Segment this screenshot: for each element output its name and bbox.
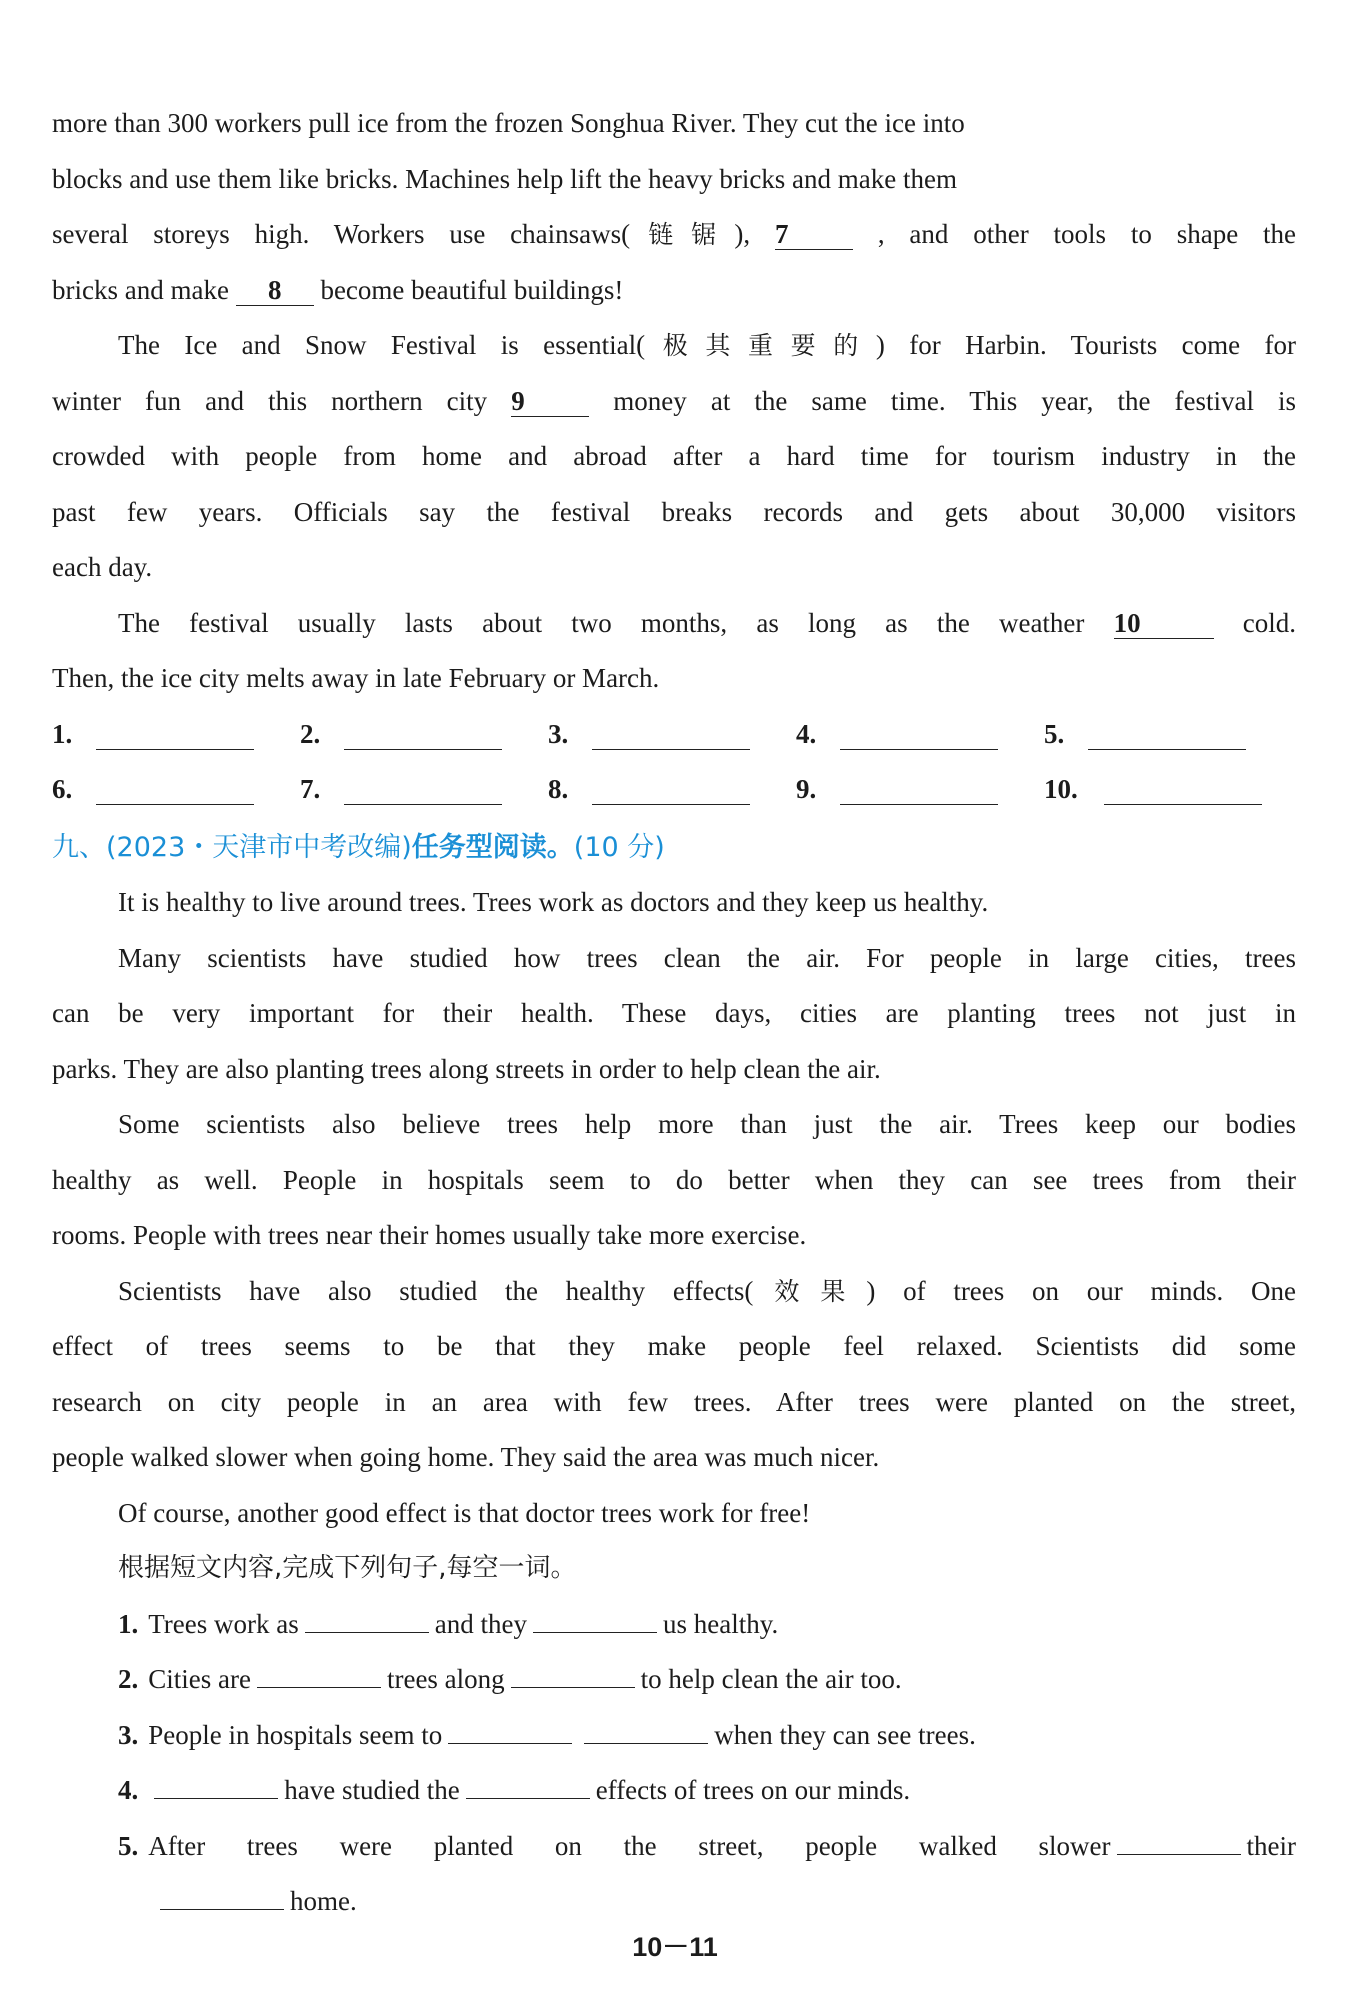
section-heading: 九、(2023・天津市中考改编)任务型阅读。(10 分) xyxy=(52,831,665,863)
blank[interactable] xyxy=(1117,1828,1241,1855)
passage-line: each day. xyxy=(52,552,153,582)
passage-line: Of course, another good effect is that doctor trees work for free! xyxy=(118,1497,811,1528)
question-2: 2. Cities are trees along to help clean the air too. xyxy=(52,1652,1296,1708)
passage-line: research on city people in an area with few trees. After trees were planted on the street, xyxy=(52,1386,1296,1417)
instruction: 根据短文内容,完成下列句子,每空一词。 xyxy=(118,1553,577,1583)
passage-line: Then, the ice city melts away in late February or March. xyxy=(52,663,660,693)
question-5: 5. After trees were planted on the street, people walked slower their xyxy=(52,1819,1296,1875)
passage-line: Scientists have also studied the healthy effects(效果) of trees on our minds. One xyxy=(118,1275,1296,1306)
answer-blank-1[interactable] xyxy=(96,721,254,750)
passage-line: The Ice and Snow Festival is essential(极其重要的) for Harbin. Tourists come for xyxy=(118,330,1296,360)
answer-blank-8[interactable] xyxy=(592,776,750,805)
passage-line: winter fun and this northern city 9 money at the same time. This year, the festival is xyxy=(52,385,1297,416)
passage-line: It is healthy to live around trees. Trees work as doctors and they keep us healthy. xyxy=(118,887,989,917)
answer-blank-6[interactable] xyxy=(96,776,254,805)
passage-line: several storeys high. Workers use chainsaws(链锯), 7 , and other tools to shape the xyxy=(52,219,1297,249)
question-3: 3. People in hospitals seem to when they can see trees. xyxy=(52,1708,1296,1764)
answer-blank-4[interactable] xyxy=(840,721,998,750)
answer-label: 2. xyxy=(300,718,321,749)
question-1: 1. Trees work as and they us healthy. xyxy=(52,1597,1296,1653)
answer-blank-7[interactable] xyxy=(344,776,502,805)
passage-line: Some scientists also believe trees help more than just the air. Trees keep our bodies xyxy=(118,1109,1296,1139)
answer-row xyxy=(52,762,1296,818)
answer-blank-5[interactable] xyxy=(1088,721,1246,750)
answer-label: 4. xyxy=(796,718,817,749)
answer-label: 10. xyxy=(1044,774,1078,805)
answer-label: 7. xyxy=(300,774,321,805)
passage-line: blocks and use them like bricks. Machines help lift the heavy bricks and make them xyxy=(52,163,958,194)
answer-label: 9. xyxy=(796,774,817,805)
question-4: 4. have studied the effects of trees on our minds. xyxy=(52,1763,1296,1819)
blank[interactable] xyxy=(154,1772,278,1799)
passage-line: past few years. Officials say the festival breaks records and gets about 30,000 visitors xyxy=(52,496,1296,527)
passage-line: more than 300 workers pull ice from the frozen Songhua River. They cut the ice into xyxy=(52,108,965,138)
answer-label: 1. xyxy=(52,718,73,749)
page-number: 10－11 xyxy=(632,1932,718,1962)
answer-label: 3. xyxy=(548,718,569,749)
blank[interactable] xyxy=(584,1717,708,1744)
answer-label: 6. xyxy=(52,774,73,805)
blank-8[interactable]: 8 xyxy=(236,275,314,306)
answer-blank-9[interactable] xyxy=(840,776,998,805)
blank[interactable] xyxy=(533,1606,657,1633)
passage-line: crowded with people from home and abroad after a hard time for tourism industry in the xyxy=(52,441,1296,471)
answer-row xyxy=(52,707,1296,763)
blank-10[interactable]: 10 xyxy=(1114,608,1214,639)
passage-line: rooms. People with trees near their homes usually take more exercise. xyxy=(52,1220,807,1250)
blank[interactable] xyxy=(160,1883,284,1910)
blank-9[interactable]: 9 xyxy=(511,386,589,417)
question-5-continued: home. xyxy=(52,1874,1296,1930)
answer-blank-2[interactable] xyxy=(344,721,502,750)
passage-line: can be very important for their health. These days, cities are planting trees not just in xyxy=(52,998,1296,1028)
passage-line: healthy as well. People in hospitals seem to do better when they can see trees from their xyxy=(52,1164,1296,1195)
blank-7[interactable]: 7 xyxy=(775,219,853,250)
blank[interactable] xyxy=(448,1717,572,1744)
answer-label: 5. xyxy=(1044,718,1065,749)
passage-line: people walked slower when going home. They said the area was much nicer. xyxy=(52,1442,880,1472)
passage-line: parks. They are also planting trees along streets in order to help clean the air. xyxy=(52,1053,881,1084)
blank[interactable] xyxy=(511,1661,635,1688)
blank[interactable] xyxy=(466,1772,590,1799)
passage-line: Many scientists have studied how trees clean the air. For people in large cities, trees xyxy=(118,942,1296,973)
answer-label: 8. xyxy=(548,774,569,805)
answer-blank-3[interactable] xyxy=(592,721,750,750)
blank[interactable] xyxy=(257,1661,381,1688)
passage-line: The festival usually lasts about two months, as long as the weather 10 cold. xyxy=(118,607,1297,638)
page-content xyxy=(52,96,1296,1930)
blank[interactable] xyxy=(305,1606,429,1633)
passage-line: effect of trees seems to be that they make people feel relaxed. Scientists did some xyxy=(52,1331,1296,1361)
passage-line: bricks and make 8 become beautiful buildings! xyxy=(52,274,624,305)
answer-blank-10[interactable] xyxy=(1104,776,1262,805)
